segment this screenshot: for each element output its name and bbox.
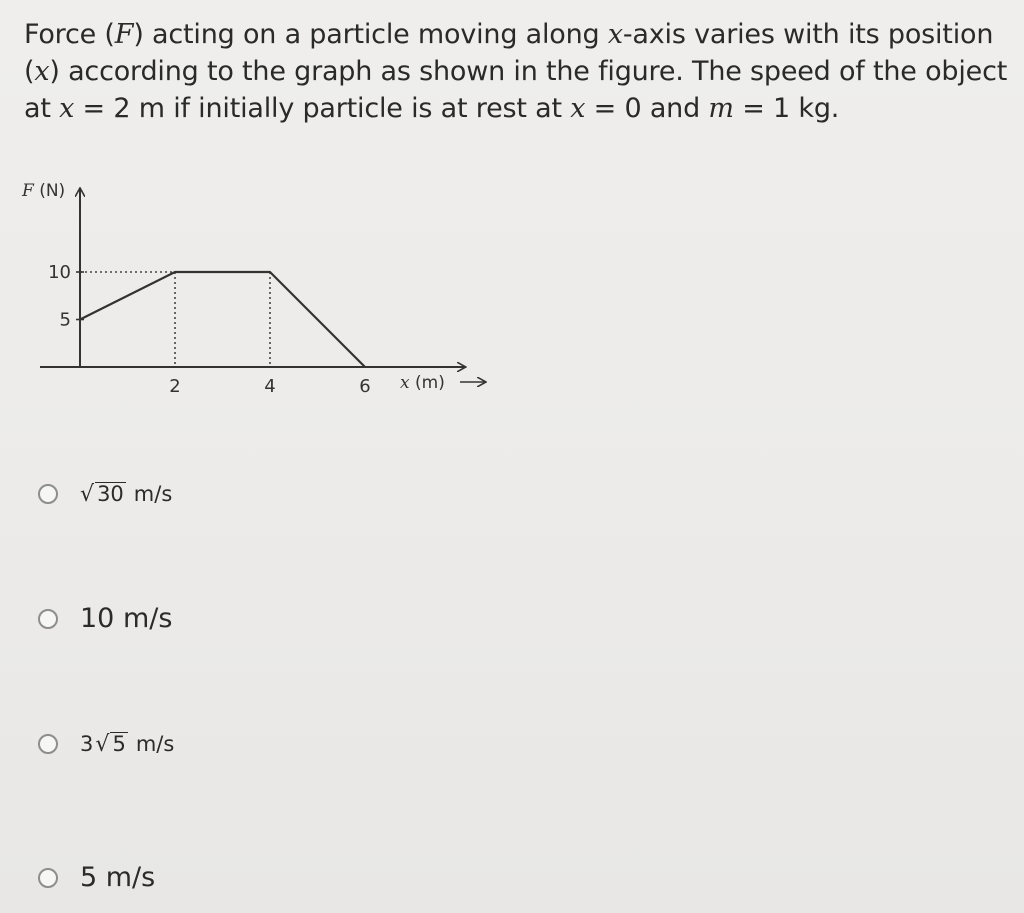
option-unit: m/s (133, 482, 173, 507)
y-tick-label: 5 (59, 309, 71, 331)
square-root-expression: √ 30 (80, 482, 124, 508)
variable-x: x (34, 56, 50, 87)
radio-button[interactable] (38, 734, 58, 754)
force-position-graph (0, 168, 520, 413)
variable-f: F (114, 19, 134, 50)
variable-x: x (59, 93, 75, 124)
question-part: = 0 and (585, 93, 709, 124)
radicand: 30 (97, 482, 124, 506)
tick-marks (48, 262, 371, 397)
question-part: ) according to the graph as shown in the figure. The speed of the object at (24, 56, 1008, 124)
y-tick-label: 10 (48, 262, 71, 283)
radio-button[interactable] (38, 868, 58, 888)
option-1[interactable] (38, 482, 172, 506)
x-tick-label: 4 (264, 376, 276, 397)
force-curve (80, 272, 365, 367)
option-3-label (80, 732, 174, 756)
question-text (24, 16, 1016, 127)
question-part: = 1 kg. (733, 93, 840, 124)
y-axis-label: F (N) (22, 181, 66, 201)
variable-x: x (607, 19, 623, 50)
question-part: = 2 m if initially particle is at rest at (74, 93, 571, 124)
option-2-label: 10 m/s (80, 603, 173, 634)
question-part: ) acting on a particle moving along (133, 19, 608, 50)
radicand: 5 (112, 732, 126, 756)
option-2[interactable] (38, 603, 172, 634)
coefficient: 3 (80, 732, 94, 757)
option-4[interactable] (38, 862, 155, 893)
option-1-label (80, 482, 172, 506)
radio-button[interactable] (38, 609, 58, 629)
option-3[interactable] (38, 732, 174, 756)
guide-lines (80, 272, 270, 367)
variable-m: m (708, 93, 734, 124)
x-axis-label: x (m) (400, 373, 445, 393)
x-tick-label: 2 (169, 376, 181, 397)
radio-button[interactable] (38, 484, 58, 504)
question-part: Force ( (24, 19, 115, 50)
question-part: -axis varies with its position ( (24, 19, 994, 87)
x-tick-label: 6 (359, 376, 371, 397)
variable-x: x (570, 93, 586, 124)
option-4-label: 5 m/s (80, 862, 156, 893)
square-root-expression: √ 5 (95, 732, 126, 758)
option-unit: m/s (135, 732, 175, 757)
